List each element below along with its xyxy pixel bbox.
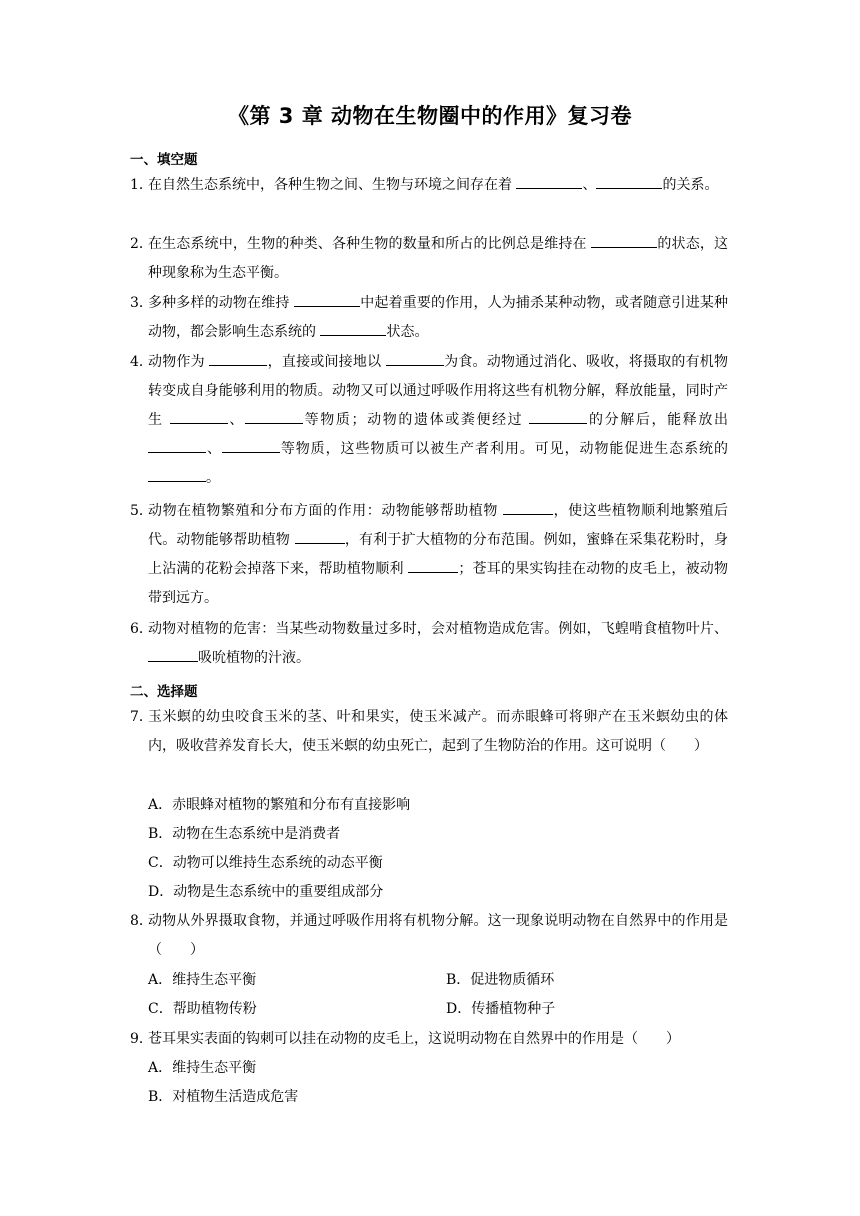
- answer-blank[interactable]: [320, 318, 386, 336]
- question-number: 1．: [130, 177, 153, 193]
- option-b[interactable]: B．促进物质循环: [446, 972, 555, 988]
- question-number: 4．: [130, 354, 153, 370]
- question-6: [130, 615, 728, 673]
- answer-blank[interactable]: [222, 435, 280, 453]
- question-text: 的关系。: [662, 177, 719, 193]
- question-text: 状态。: [386, 324, 429, 340]
- option-c[interactable]: C．动物可以维持生态系统的动态平衡: [148, 855, 383, 871]
- question-text: 、: [227, 412, 245, 428]
- answer-blank[interactable]: [503, 497, 553, 515]
- page-title: 《第 3 章 动物在生物圈中的作用》复习卷: [227, 104, 633, 128]
- question-number: 2．: [130, 236, 153, 252]
- option-d[interactable]: D．传播植物种子: [446, 1001, 556, 1017]
- option-a[interactable]: A．赤眼蜂对植物的繁殖和分布有直接影响: [148, 797, 411, 813]
- question-text: 的分解后，能释放出: [587, 412, 729, 428]
- answer-blank[interactable]: [148, 644, 198, 662]
- answer-blank[interactable]: [148, 435, 206, 453]
- answer-blank[interactable]: [408, 555, 458, 573]
- answer-blank[interactable]: [596, 171, 662, 189]
- question-text: ，直接或间接地以: [267, 354, 386, 370]
- question-text: 的状态，这种现象称为生态平衡。: [148, 236, 728, 281]
- section-heading-fill-blank: 一、填空题: [130, 152, 198, 168]
- question-number: 3．: [130, 295, 153, 311]
- answer-blank[interactable]: [209, 348, 267, 366]
- question-number: 8．: [130, 913, 153, 929]
- option-c[interactable]: C．帮助植物传粉: [148, 1001, 257, 1017]
- answer-blank[interactable]: [529, 406, 587, 424]
- question-text: 在生态系统中，生物的种类、各种生物的数量和所占的比例总是维持在: [148, 236, 592, 252]
- question-1: [130, 171, 728, 200]
- answer-blank[interactable]: [295, 526, 345, 544]
- question-text: 动物对植物的危害：当某些动物数量过多时，会对植物造成危害。例如，飞蝗啃食植物叶片、: [148, 621, 728, 637]
- answer-blank[interactable]: [386, 348, 444, 366]
- question-text: 为食。动物通过消化、吸收，将摄取的有机物转变成自身能够利用的物质。动物又可以通过呼吸作用将这些有机物分解，释放能量，同时产生: [148, 354, 729, 428]
- question-text: 多种多样的动物在维持: [148, 295, 295, 311]
- question-8: [130, 907, 728, 965]
- question-text: 等物质，这些物质可以被生产者利用。可见，动物能促进生态系统的: [279, 441, 728, 457]
- question-text: ，有利于扩大植物的分布范围。例如，蜜蜂在采集花粉时，身上沾满的花粉会掉落下来，帮助植物顺利: [148, 532, 729, 577]
- question-text: 等物质；动物的遗体或粪便经过: [302, 412, 530, 428]
- question-stem: 动物从外界摄取食物，并通过呼吸作用将有机物分解。这一现象说明动物在自然界中的作用是（ ）: [148, 913, 728, 958]
- question-9: [130, 1025, 728, 1054]
- section-heading-multiple-choice: 二、选择题: [130, 684, 198, 700]
- question-3: [130, 289, 728, 347]
- question-7: [130, 703, 728, 761]
- answer-blank[interactable]: [294, 289, 360, 307]
- answer-blank[interactable]: [170, 406, 228, 424]
- option-b[interactable]: B．对植物生活造成危害: [148, 1089, 299, 1105]
- question-text: ；苍耳的果实钩挂在动物的皮毛上，被动物带到远方。: [148, 561, 728, 606]
- question-stem: 玉米螟的幼虫咬食玉米的茎、叶和果实，使玉米减产。而赤眼蜂可将卵产在玉米螟幼虫的体内，吸收营养发育长大，使玉米螟的幼虫死亡，起到了生物防治的作用。这可说明（ ）: [148, 709, 728, 754]
- question-text: 。: [206, 470, 220, 486]
- question-number: 7．: [130, 709, 153, 725]
- option-a[interactable]: A．维持生态平衡: [148, 1060, 257, 1076]
- answer-blank[interactable]: [516, 171, 582, 189]
- answer-blank[interactable]: [245, 406, 303, 424]
- question-5: [130, 497, 728, 613]
- question-text: 吸吮植物的汁液。: [198, 650, 310, 666]
- question-4: [130, 348, 728, 493]
- question-text: 、: [206, 441, 222, 457]
- option-a[interactable]: A．维持生态平衡: [148, 972, 257, 988]
- question-stem: 苍耳果实表面的钩刺可以挂在动物的皮毛上，这说明动物在自然界中的作用是（ ）: [148, 1031, 680, 1047]
- question-number: 5．: [130, 503, 153, 519]
- question-2: [130, 230, 728, 288]
- question-text: 中起着重要的作用，人为捕杀某种动物，或者随意引进某种动物，都会影响生态系统的: [148, 295, 729, 340]
- question-text: 在自然生态系统中，各种生物之间、生物与环境之间存在着: [148, 177, 517, 193]
- question-text: 动物在植物繁殖和分布方面的作用：动物能够帮助植物: [148, 503, 504, 519]
- answer-blank[interactable]: [591, 230, 657, 248]
- question-text: ，使这些植物顺利地繁殖后代。动物能够帮助植物: [148, 503, 729, 548]
- question-number: 9．: [130, 1031, 153, 1047]
- answer-blank[interactable]: [148, 464, 206, 482]
- option-d[interactable]: D．动物是生态系统中的重要组成部分: [148, 884, 384, 900]
- option-b[interactable]: B．动物在生态系统中是消费者: [148, 826, 341, 842]
- question-text: 动物作为: [148, 354, 210, 370]
- question-number: 6．: [130, 621, 153, 637]
- question-text: 、: [582, 177, 597, 193]
